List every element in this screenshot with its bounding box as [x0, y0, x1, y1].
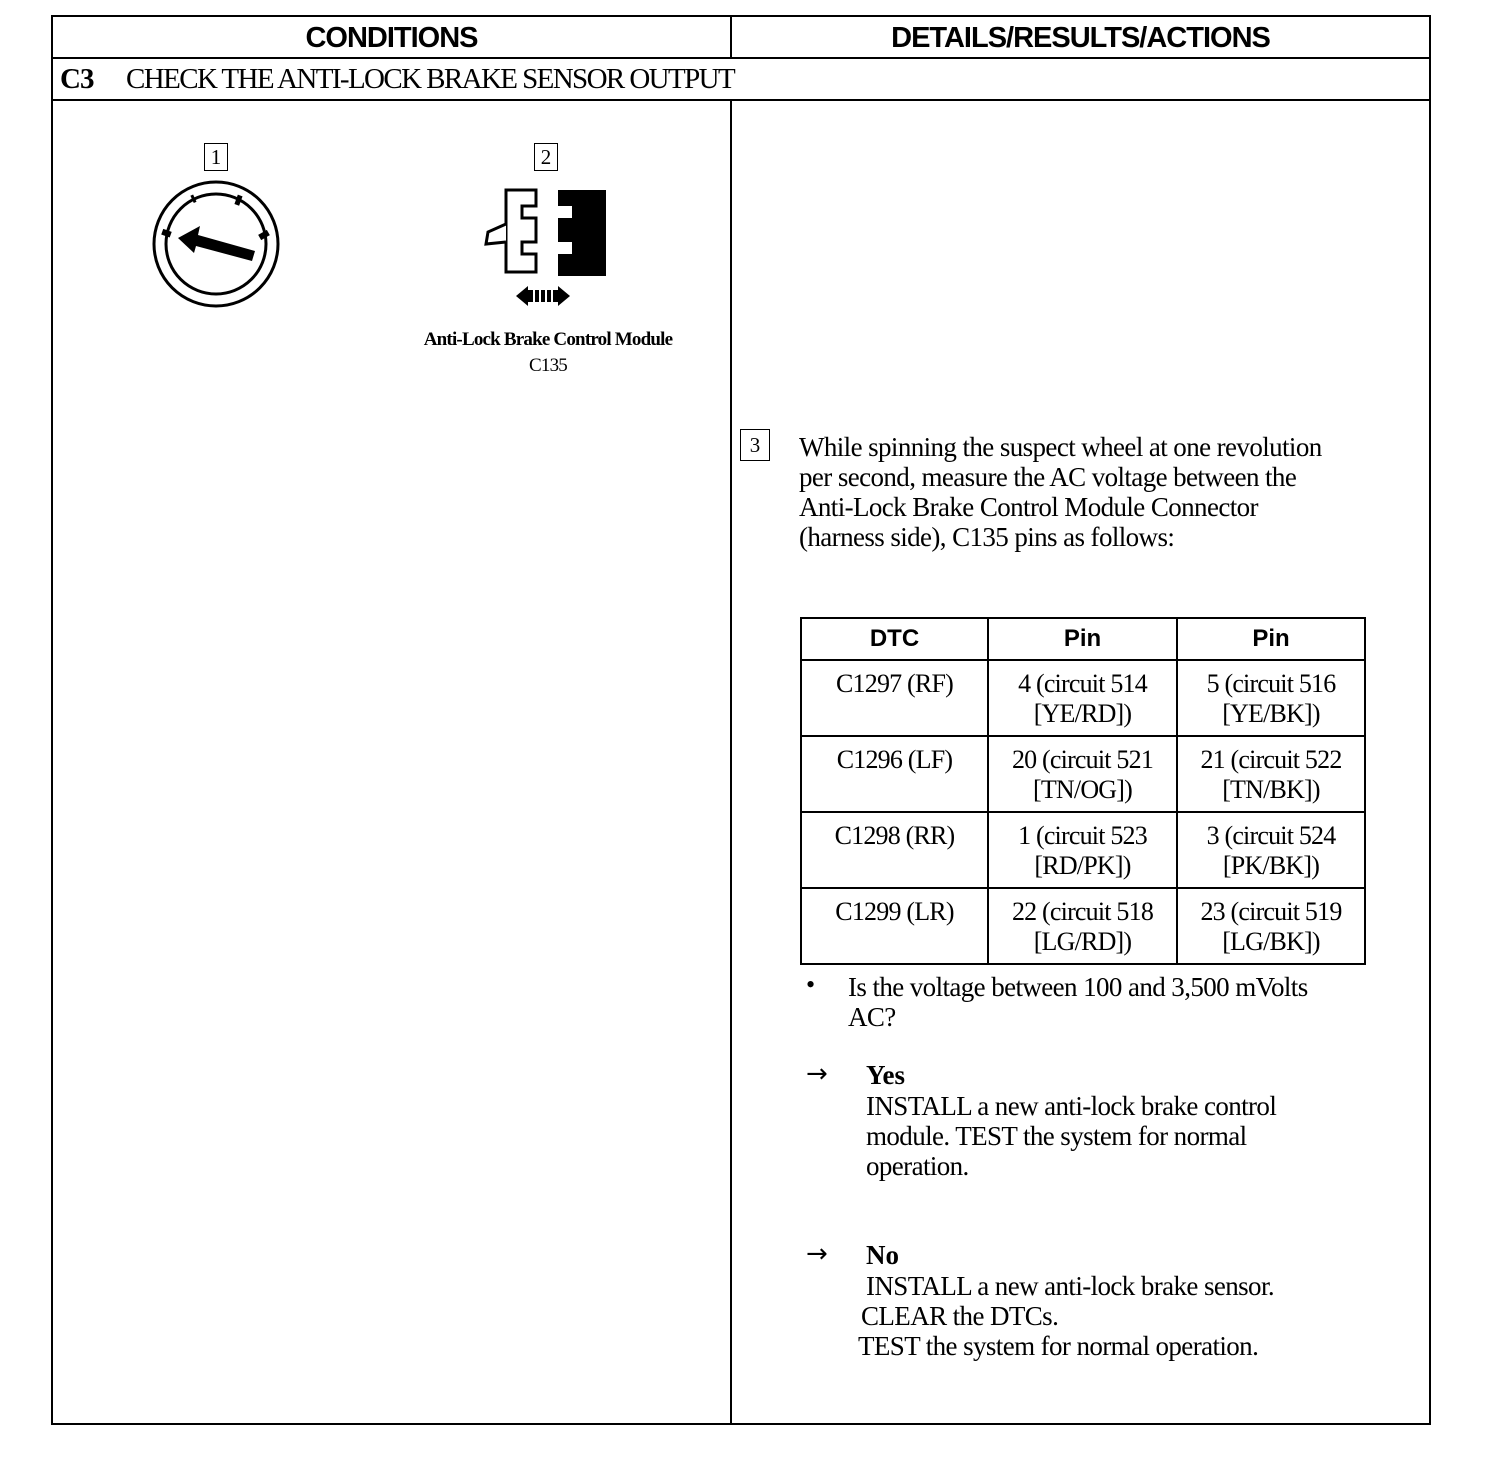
pin-a-color: [TN/OG])	[1032, 775, 1132, 804]
pin-a-color: [RD/PK])	[1034, 851, 1131, 880]
table-row	[801, 736, 1365, 812]
no-action-line: TEST the system for normal operation.	[858, 1331, 1259, 1361]
dtc-cell: C1296 (LF)	[801, 736, 988, 812]
ignition-switch-off-icon	[150, 180, 282, 308]
dtc-cell: C1299 (LR)	[801, 888, 988, 964]
dtc-cell: C1297 (RF)	[801, 660, 988, 736]
module-caption-connector: C135	[529, 355, 567, 376]
instruction-line: per second, measure the AC voltage between the	[799, 462, 1297, 492]
pin-a-cell	[988, 736, 1177, 812]
dtc-cell: C1298 (RR)	[801, 812, 988, 888]
header-row	[53, 17, 1429, 59]
pin-b-cell	[1177, 660, 1365, 736]
yes-arrow-icon: →	[806, 1059, 828, 1089]
pin-a-circuit: 1 (circuit 523	[1018, 821, 1147, 850]
yes-action-line: module. TEST the system for normal	[866, 1121, 1247, 1151]
details-header: DETAILS/RESULTS/ACTIONS	[891, 22, 1270, 54]
pin-a-cell	[988, 660, 1177, 736]
yes-label: Yes	[866, 1060, 905, 1090]
pin-a-circuit: 4 (circuit 514	[1018, 669, 1147, 698]
step-3-instruction	[799, 432, 1419, 552]
step-heading	[60, 63, 734, 96]
table-header-pin-b: Pin	[1177, 618, 1365, 660]
table-row	[801, 660, 1365, 736]
pin-b-cell	[1177, 736, 1365, 812]
pin-b-circuit: 5 (circuit 516	[1206, 669, 1336, 698]
table-row	[801, 812, 1365, 888]
question-line: Is the voltage between 100 and 3,500 mVolts	[848, 972, 1308, 1002]
instruction-line: (harness side), C135 pins as follows:	[799, 522, 1175, 552]
pin-a-cell	[988, 812, 1177, 888]
no-action-line: CLEAR the DTCs.	[861, 1301, 1059, 1331]
table-header-pin-a: Pin	[988, 618, 1177, 660]
module-caption-name: Anti-Lock Brake Control Module	[423, 329, 673, 350]
bullet-icon: •	[806, 970, 816, 999]
table-row	[801, 888, 1365, 964]
pin-b-color: [LG/BK])	[1222, 927, 1320, 956]
pin-b-circuit: 3 (circuit 524	[1206, 821, 1336, 850]
step-title: CHECK THE ANTI-LOCK BRAKE SENSOR OUTPUT	[126, 63, 735, 95]
yes-action-line: operation.	[866, 1151, 969, 1181]
no-label: No	[866, 1240, 899, 1270]
step-id: C3	[60, 63, 94, 95]
pin-a-color: [LG/RD])	[1033, 927, 1132, 956]
instruction-line: While spinning the suspect wheel at one revolution	[799, 432, 1322, 462]
pin-b-circuit: 23 (circuit 519	[1200, 897, 1342, 926]
pin-a-cell	[988, 888, 1177, 964]
step-title-row	[53, 59, 1429, 101]
column-divider	[730, 17, 732, 1423]
pin-a-circuit: 20 (circuit 521	[1011, 745, 1154, 774]
dtc-pin-table	[800, 617, 1366, 965]
voltage-question	[848, 972, 1408, 1032]
yes-action	[866, 1091, 1406, 1181]
step-2-marker: 2	[534, 143, 558, 171]
question-line: AC?	[848, 1002, 896, 1032]
yes-action-line: INSTALL a new anti-lock brake control	[866, 1091, 1277, 1121]
pin-b-color: [YE/BK])	[1222, 699, 1320, 728]
pin-a-circuit: 22 (circuit 518	[1011, 897, 1154, 926]
pin-b-color: [TN/BK])	[1222, 775, 1320, 804]
pin-b-cell	[1177, 812, 1365, 888]
table-header-row	[801, 618, 1365, 660]
connector-disconnect-icon	[482, 186, 612, 310]
module-caption	[390, 327, 706, 379]
table-header-dtc: DTC	[801, 618, 988, 660]
pin-b-circuit: 21 (circuit 522	[1200, 745, 1342, 774]
no-action	[858, 1271, 1418, 1361]
no-action-line: INSTALL a new anti-lock brake sensor.	[866, 1271, 1275, 1301]
pin-a-color: [YE/RD])	[1033, 699, 1132, 728]
conditions-header: CONDITIONS	[305, 22, 478, 54]
pin-b-color: [PK/BK])	[1222, 851, 1320, 880]
step-3-marker: 3	[740, 429, 770, 461]
instruction-line: Anti-Lock Brake Control Module Connector	[799, 492, 1258, 522]
step-1-marker: 1	[204, 143, 228, 171]
pin-b-cell	[1177, 888, 1365, 964]
no-arrow-icon: →	[806, 1239, 828, 1269]
